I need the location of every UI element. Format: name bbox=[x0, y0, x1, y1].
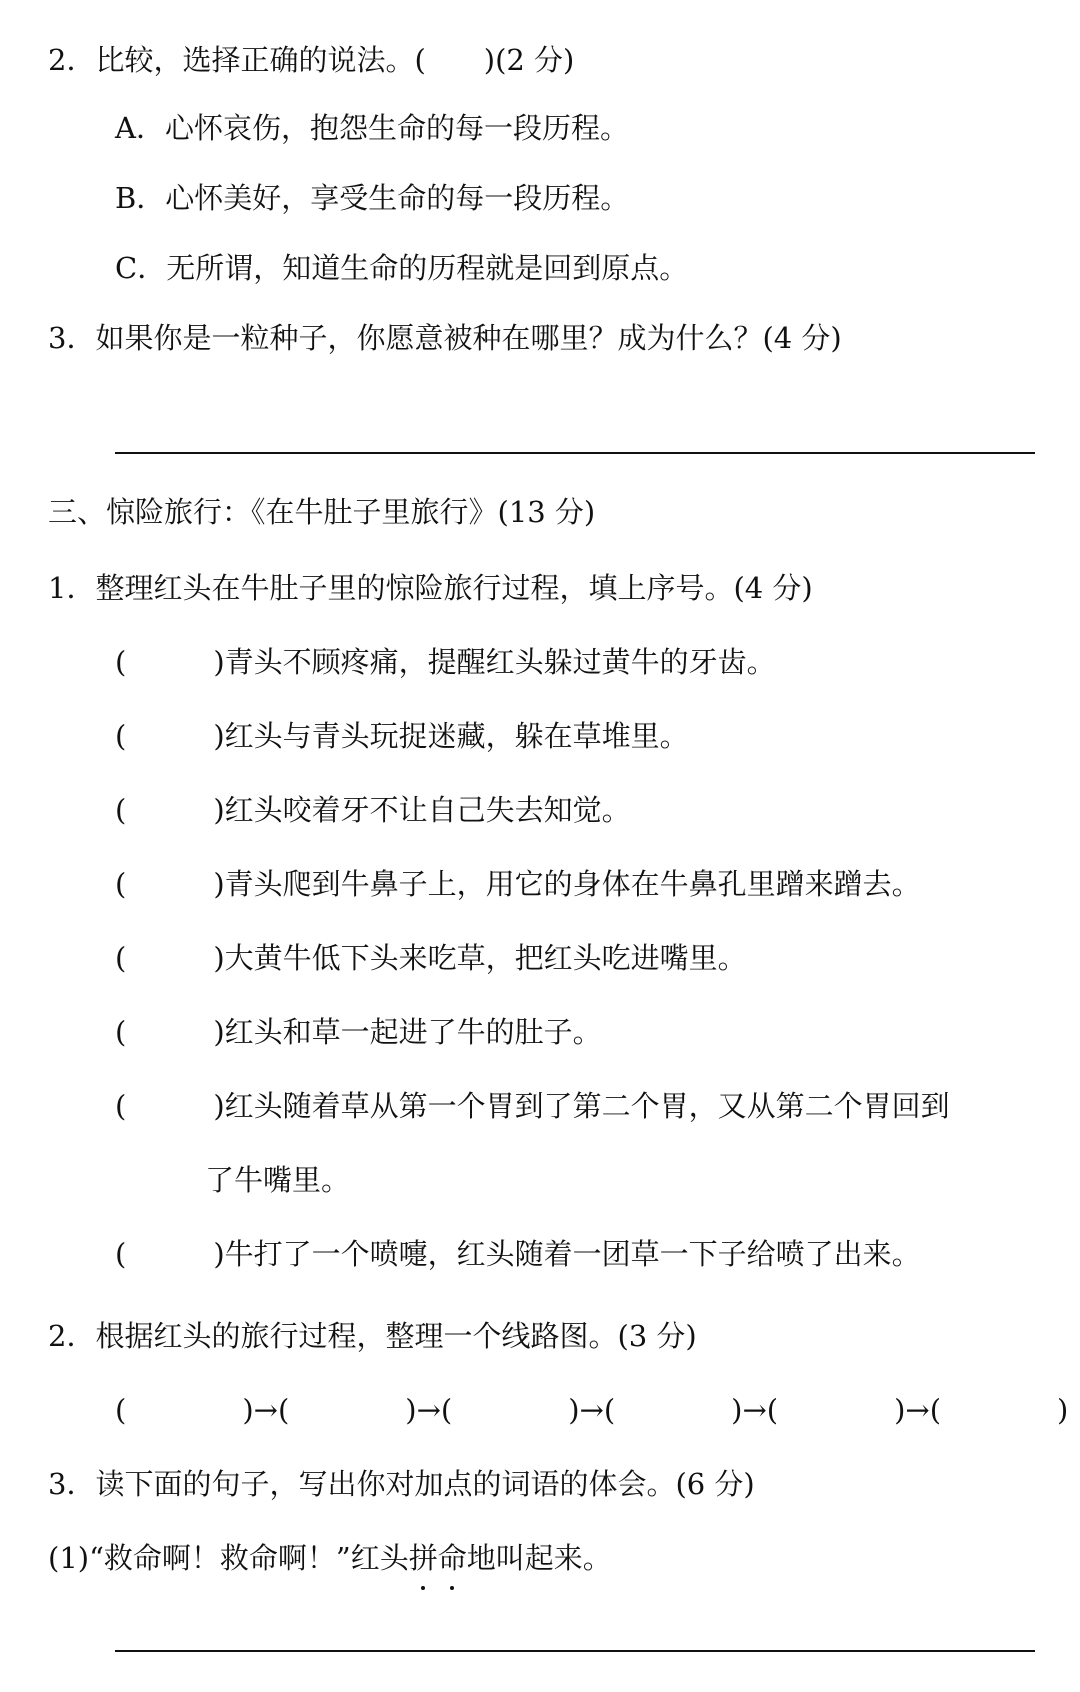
route-blank[interactable]: ( ) bbox=[929, 1393, 1069, 1427]
question-1-stem: 1．整理红头在牛肚子里的惊险旅行过程，填上序号。(4 分) bbox=[48, 571, 813, 605]
route-blank[interactable]: ( )→ bbox=[603, 1393, 767, 1427]
sequence-item[interactable]: ( )青头不顾疼痛，提醒红头躲过黄牛的牙齿。 bbox=[115, 645, 776, 679]
question-3-stem-section3: 3．读下面的句子，写出你对加点的词语的体会。(6 分) bbox=[48, 1467, 755, 1501]
option-a: A．心怀哀伤，抱怨生命的每一段历程。 bbox=[115, 111, 629, 145]
question-2-route-stem: 2．根据红头的旅行过程，整理一个线路图。(3 分) bbox=[48, 1319, 697, 1353]
route-blank[interactable]: ( )→ bbox=[277, 1393, 441, 1427]
answer-line[interactable] bbox=[115, 452, 1035, 454]
section-3-title: 三、惊险旅行：《在牛肚子里旅行》(13 分) bbox=[48, 495, 596, 529]
sequence-item[interactable]: ( )牛打了一个喷嚏，红头随着一团草一下子给喷了出来。 bbox=[115, 1237, 921, 1271]
route-diagram bbox=[115, 1390, 1069, 1430]
sequence-item[interactable]: ( )红头和草一起进了牛的肚子。 bbox=[115, 1015, 602, 1049]
answer-line[interactable] bbox=[115, 1650, 1035, 1652]
sequence-item[interactable]: ( )红头与青头玩捉迷藏，躲在草堆里。 bbox=[115, 719, 689, 753]
route-blank[interactable]: ( )→ bbox=[440, 1393, 604, 1427]
route-blank[interactable]: ( )→ bbox=[766, 1393, 930, 1427]
sentence-1-after: 地叫起来。 bbox=[466, 1541, 612, 1575]
sequence-item-continuation: 了牛嘴里。 bbox=[205, 1163, 351, 1197]
sentence-1-before: (1)“救命啊！救命啊！”红头 bbox=[48, 1541, 409, 1575]
sequence-item[interactable]: ( )青头爬到牛鼻子上，用它的身体在牛鼻孔里蹭来蹭去。 bbox=[115, 867, 921, 901]
sequence-item[interactable]: ( )红头咬着牙不让自己失去知觉。 bbox=[115, 793, 631, 827]
option-b: B．心怀美好，享受生命的每一段历程。 bbox=[115, 181, 630, 215]
question-2-stem: 2．比较，选择正确的说法。( )(2 分) bbox=[48, 43, 575, 77]
sequence-item[interactable]: ( )红头随着草从第一个胃到了第二个胃，又从第二个胃回到 bbox=[115, 1089, 950, 1123]
sequence-item[interactable]: ( )大黄牛低下头来吃草，把红头吃进嘴里。 bbox=[115, 941, 747, 975]
dotted-char: 命 bbox=[438, 1538, 467, 1578]
question-3-stem: 3．如果你是一粒种子，你愿意被种在哪里？成为什么？(4 分) bbox=[48, 321, 842, 355]
option-c: C．无所谓，知道生命的历程就是回到原点。 bbox=[115, 251, 689, 285]
sentence-1 bbox=[48, 1538, 612, 1578]
dotted-char: 拼 bbox=[409, 1538, 438, 1578]
route-blank[interactable]: ( )→ bbox=[115, 1393, 278, 1427]
